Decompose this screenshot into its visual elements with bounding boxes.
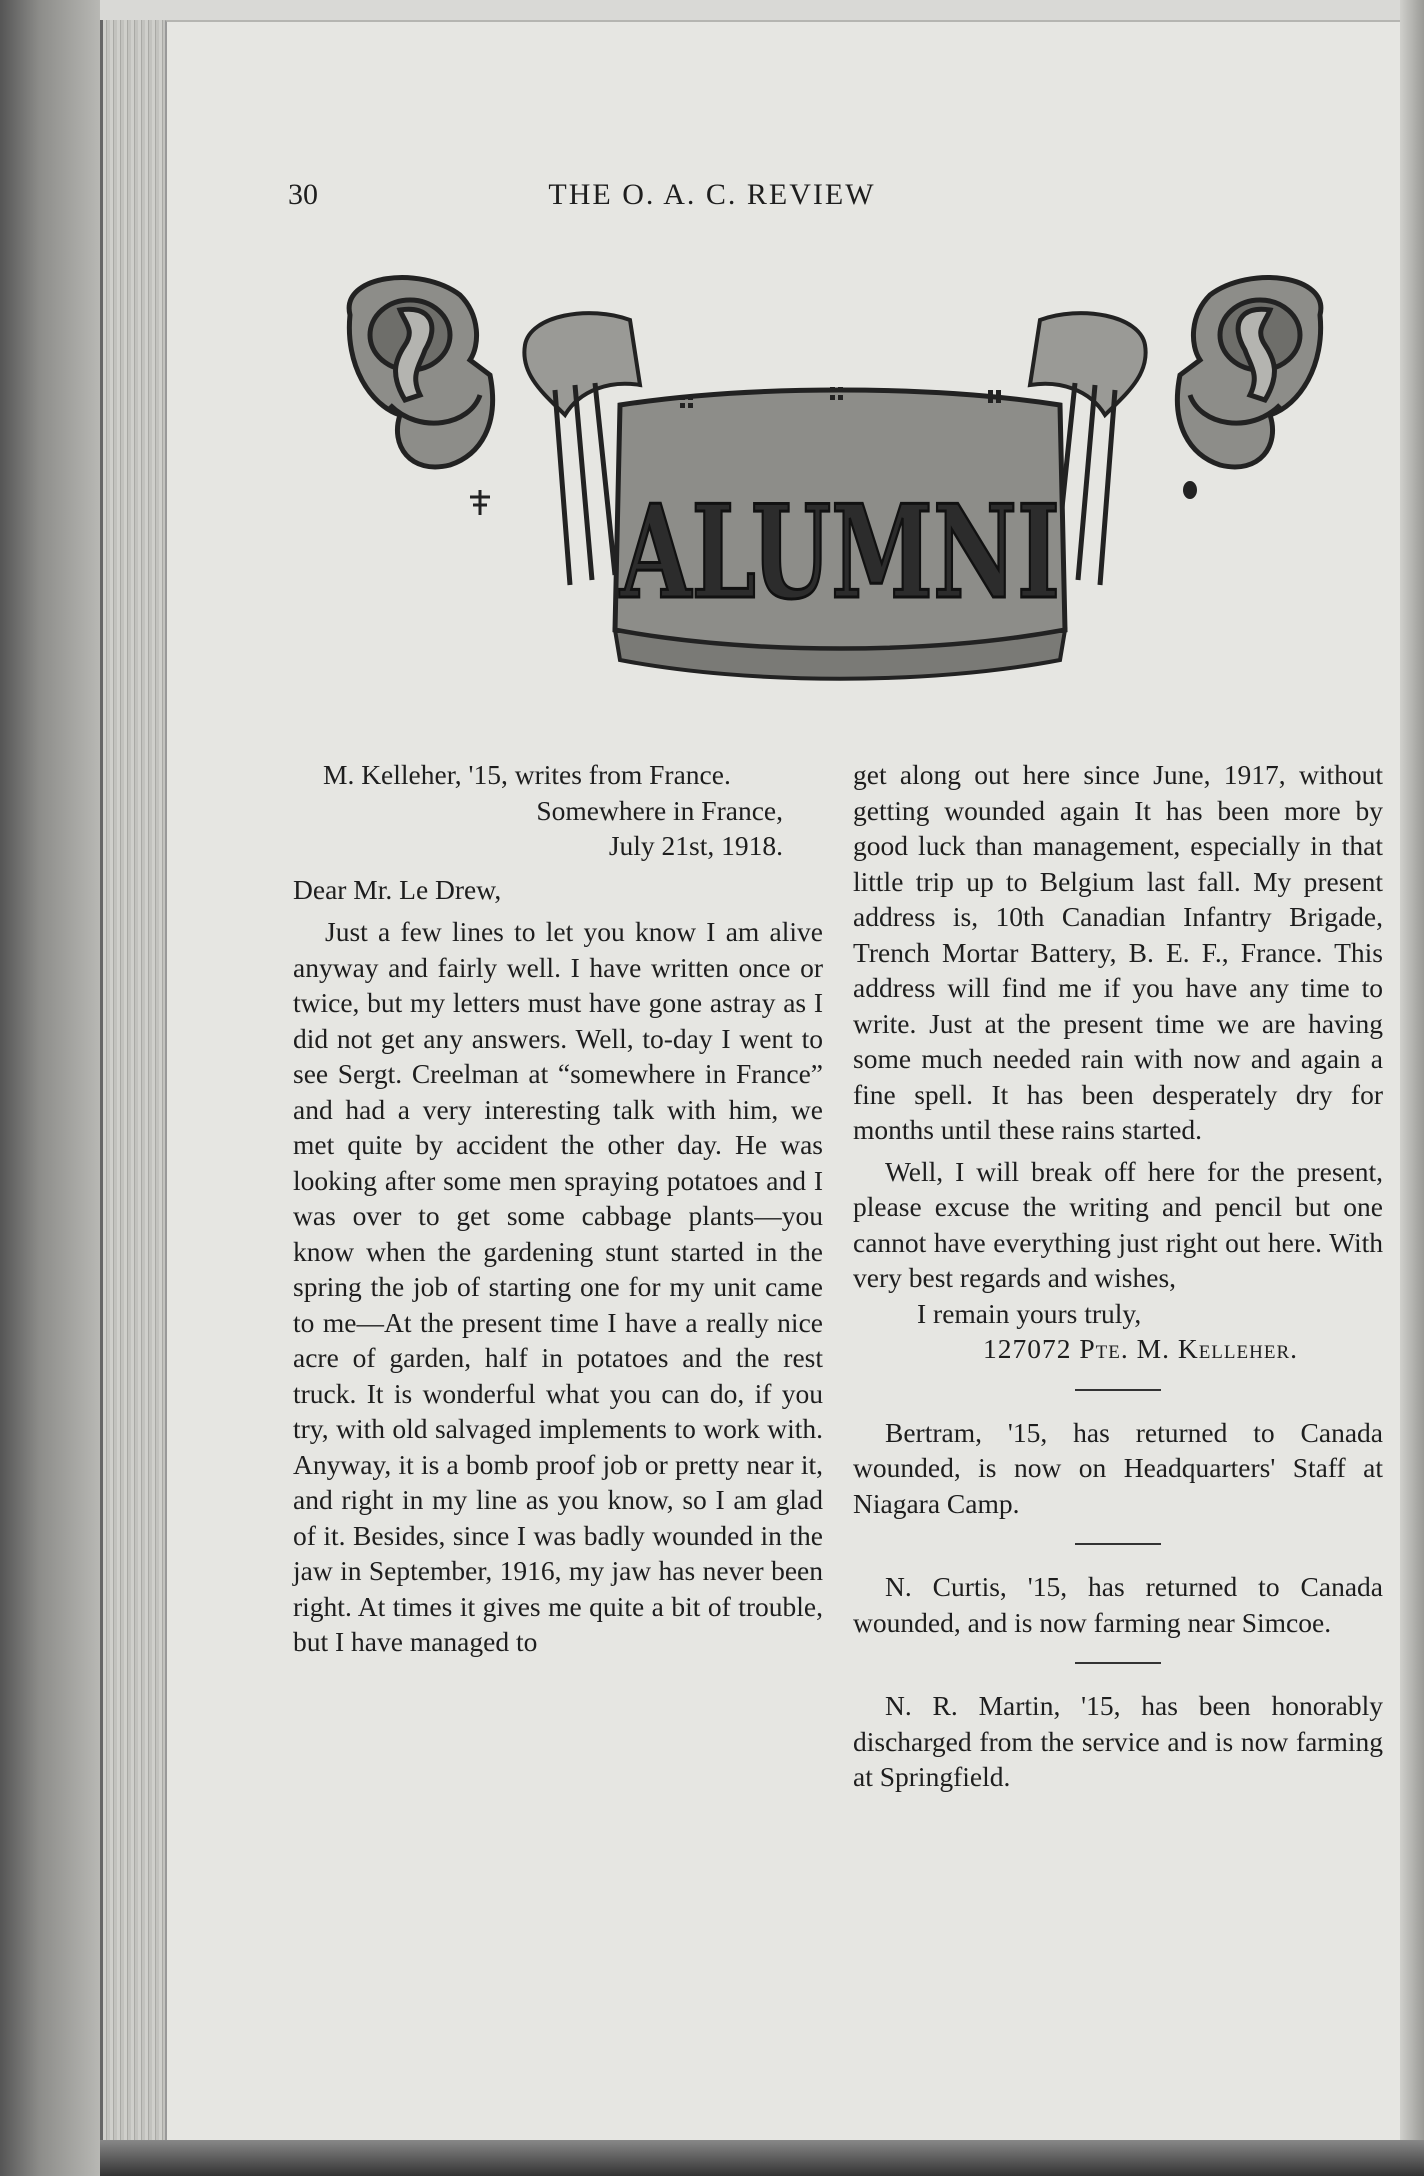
page-edges [100,20,173,2170]
section-divider [1075,1543,1161,1545]
letter-paragraph: Just a few lines to let you know I am alive anyway and fairly well. I have written once or twice, but my letters must have gone astray as I did not get any answers. Well, to-day I went to see Sergt. Creelman at “somewhere in France” and had a very interesting talk with him, we met quite by accident the other day. He was looking after some men spraying potatoes and I was over to get some cabbage plants—you know when the gardening stunt started in the spring the job of starting one for my unit came to me—At the present time I have a really nice acre of garden, half in potatoes and the rest truck. It is wonderful what you can do, if you try, with old salvaged implements to work with. Anyway, it is a bomb proof job or pretty near it, and right in my line as you know, so I am glad of it. Besides, since I was badly wounded in the jaw in September, 1916, my jaw has never been right. At times it gives me quite a bit of trouble, but I have managed to [293,916,823,1657]
alumni-note: N. Curtis, '15, has returned to Canada wounded, and is now farming near Simcoe. [853,1571,1383,1638]
page-number: 30 [288,178,318,211]
book-spine-shadow [0,0,100,2176]
scroll-left-curl-icon [349,278,492,467]
alumni-note: Bertram, '15, has returned to Canada wounded, is now on Headquarters' Staff at Niagara Camp. [853,1416,1383,1519]
right-column [853,757,1383,1795]
scroll-right-curl-icon [1177,278,1320,467]
left-column [293,757,823,1660]
letter-date: July 21st, 1918. [608,830,783,861]
bottom-shadow [100,2140,1424,2176]
letter-place: Somewhere in France, [536,794,783,826]
letter-closing: I remain yours truly, [917,1297,1142,1329]
running-title: THE O. A. C. REVIEW [548,178,876,211]
letter-paragraph: Well, I will break off here for the present, please excuse the writing and pencil but one cannot have everything just right out here. With very best regards and wishes, [853,1155,1383,1293]
letter-salutation: Dear Mr. Le Drew, [293,873,502,905]
right-edge [1400,0,1424,2176]
letter-signature: 127072 Pte. M. Kelleher. [983,1333,1298,1364]
letter-heading: M. Kelleher, '15, writes from France. [323,759,731,790]
banner-title: ALUMNI [619,478,1060,628]
alumni-banner [330,265,1340,695]
section-divider [1075,1662,1161,1664]
alumni-note: N. R. Martin, '15, has been honorably discharged from the service and is now farming at Springfield. [853,1690,1383,1792]
section-divider [1075,1389,1161,1391]
letter-paragraph-continued: get along out here since June, 1917, without getting wounded again It has been more by good luck than management, especially in that little trip up to Belgium last fall. My present address is, 10th Canadian Infantry Brigade, Trench Mortar Battery, B. E. F., France. This address will find me if you have any time to write. Just at the present time we are having some much needed rain with now and again a fine spell. It has been desperately dry for months until these rains started. [853,759,1383,1145]
